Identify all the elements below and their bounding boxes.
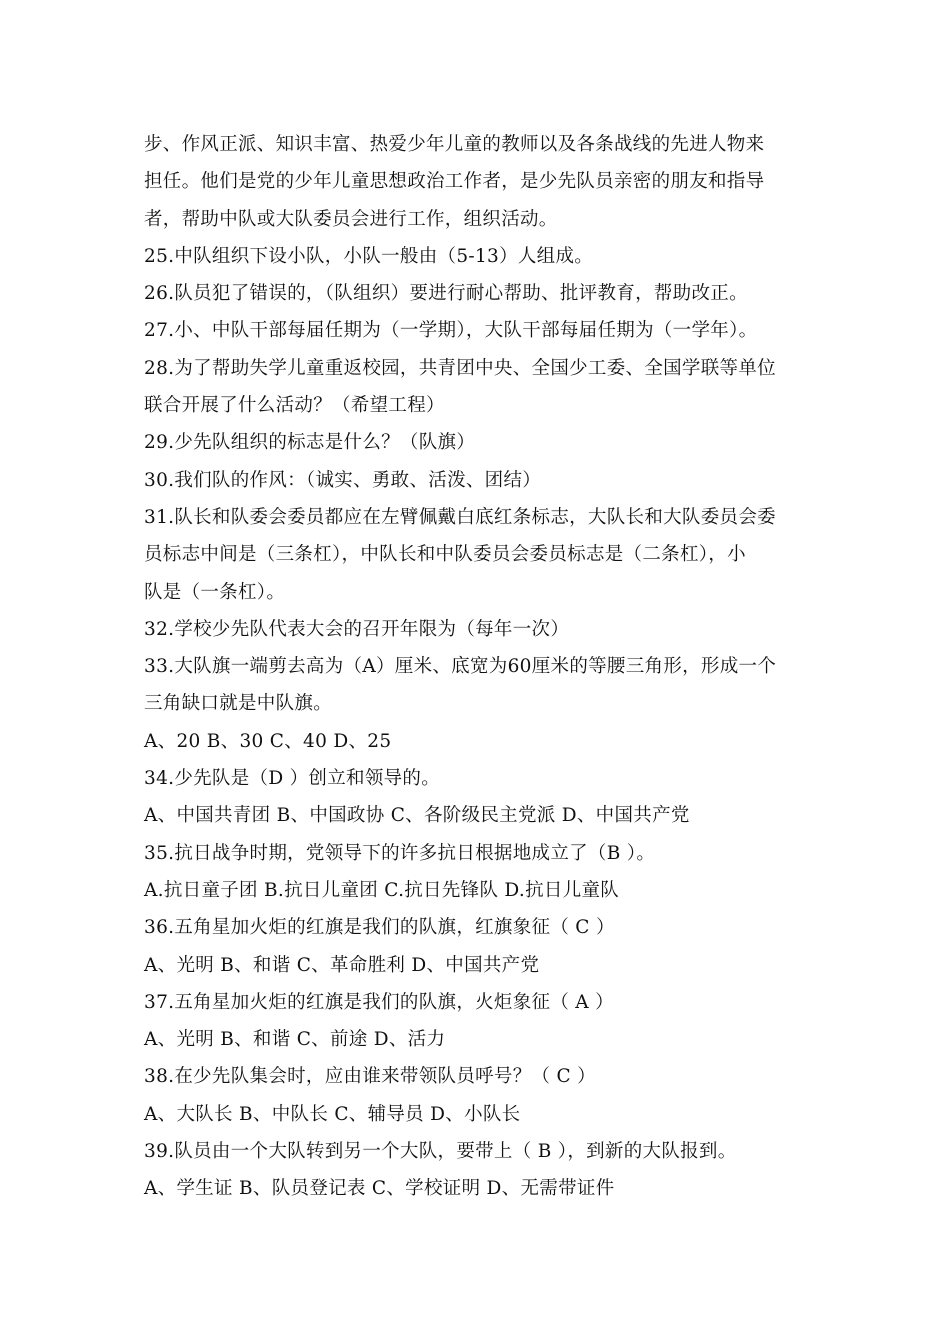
question-30: 30.我们队的作风：（诚实、勇敢、活泼、团结）: [144, 469, 542, 491]
question-35: 35.抗日战争时期，党领导下的许多抗日根据地成立了（B ）。: [144, 842, 656, 864]
options-35: A.抗日童子团 B.抗日儿童团 C.抗日先锋队 D.抗日儿童队: [144, 879, 620, 901]
text-line: 步、作风正派、知识丰富、热爱少年儿童的教师以及各条战线的先进人物来: [144, 134, 765, 155]
options-33: A、20 B、30 C、40 D、25: [144, 730, 392, 752]
question-31-cont: 队是（一条杠）。: [144, 581, 286, 603]
question-25: 25.中队组织下设小队，小队一般由（5-13）人组成。: [144, 245, 594, 267]
text-line: 担任。他们是党的少年儿童思想政治工作者，是少先队员亲密的朋友和指导: [144, 171, 765, 193]
question-27: 27.小、中队干部每届任期为（一学期），大队干部每届任期为（一学年）。: [144, 320, 758, 342]
text-line: 者，帮助中队或大队委员会进行工作，组织活动。: [144, 208, 558, 230]
options-34: A、中国共青团 B、中国政协 C、各阶级民主党派 D、中国共产党: [144, 805, 690, 827]
question-32: 32.学校少先队代表大会的召开年限为（每年一次）: [144, 618, 570, 640]
options-37: A、光明 B、和谐 C、前途 D、活力: [144, 1029, 446, 1051]
document-body: [144, 126, 814, 1208]
question-38: 38.在少先队集会时，应由谁来带领队员呼号？（ C ）: [144, 1066, 596, 1088]
question-31: 31.队长和队委会委员都应在左臂佩戴白底红条标志，大队长和大队委员会委: [144, 506, 776, 528]
options-36: A、光明 B、和谐 C、革命胜利 D、中国共产党: [144, 954, 540, 976]
question-31-cont: 员标志中间是（三条杠），中队长和中队委员会委员标志是（二条杠），小: [144, 544, 746, 566]
question-39: 39.队员由一个大队转到另一个大队，要带上（ B ），到新的大队报到。: [144, 1141, 737, 1163]
question-28-cont: 联合开展了什么活动？（希望工程）: [144, 395, 445, 417]
question-34: 34.少先队是（D ）创立和领导的。: [144, 768, 441, 790]
options-38: A、大队长 B、中队长 C、辅导员 D、小队长: [144, 1103, 521, 1125]
question-26: 26.队员犯了错误的，（队组织）要进行耐心帮助、批评教育，帮助改正。: [144, 283, 748, 305]
question-36: 36.五角星加火炬的红旗是我们的队旗，红旗象征（ C ）: [144, 917, 615, 939]
question-28: 28.为了帮助失学儿童重返校园，共青团中央、全国少工委、全国学联等单位: [144, 357, 776, 379]
question-29: 29.少先队组织的标志是什么？（队旗）: [144, 432, 476, 454]
options-39: A、学生证 B、队员登记表 C、学校证明 D、无需带证件: [144, 1178, 615, 1200]
question-37: 37.五角星加火炬的红旗是我们的队旗，火炬象征（ A ）: [144, 991, 614, 1013]
question-33-cont: 三角缺口就是中队旗。: [144, 693, 333, 715]
question-33: 33.大队旗一端剪去高为（A）厘米、底宽为60厘米的等腰三角形，形成一个: [144, 656, 777, 678]
